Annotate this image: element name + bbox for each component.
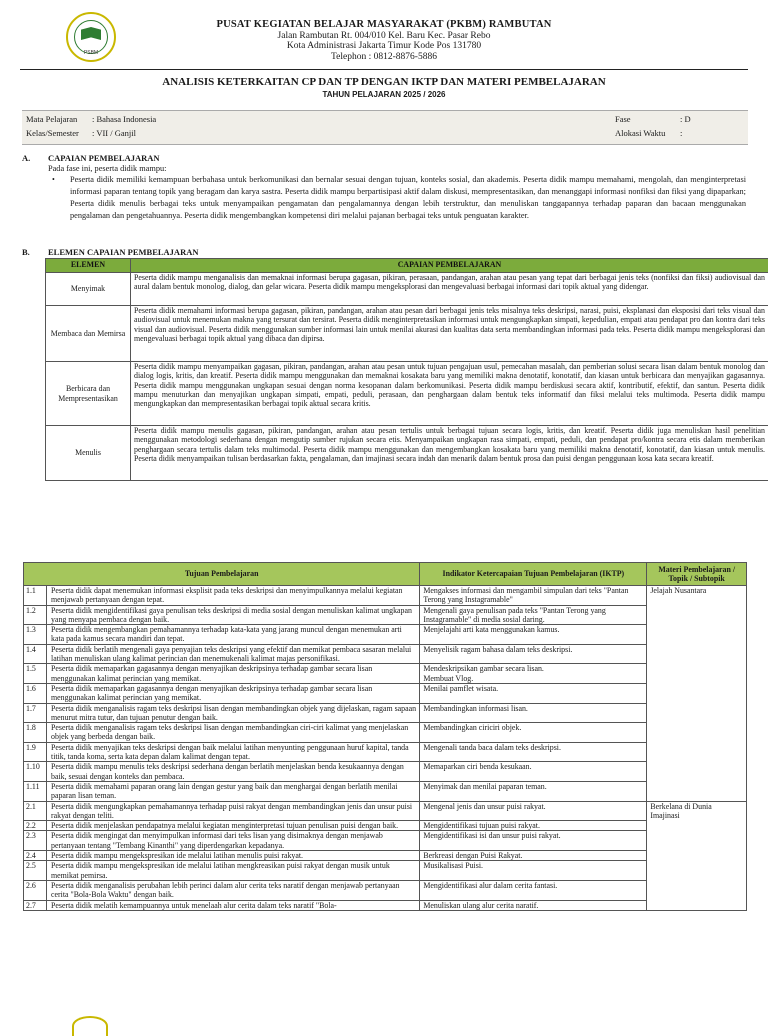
col-iktp: Indikator Ketercapaian Tujuan Pembelajaran (IKTP) [420, 563, 647, 586]
tp-text: Peserta didik mampu mengekspresikan ide melalui latihan menulis puisi rakyat. [47, 851, 420, 861]
iktp-text: Mengidentifikasi alur dalam cerita fantasi. [420, 880, 647, 900]
table-row [24, 900, 747, 910]
tp-number: 1.5 [24, 664, 47, 684]
table-row [24, 880, 747, 900]
tp-iktp-table [23, 562, 747, 911]
tp-number: 1.11 [24, 781, 47, 801]
section-a-label: A. [22, 153, 30, 163]
section-b-label: B. [22, 247, 30, 257]
tp-text: Peserta didik mampu menulis teks deskripsi sederhana dengan berlatih menjelaskan benda kesukaannya dengan baik, sesuai dengan konteks dan pembaca. [47, 762, 420, 782]
org-name: PUSAT KEGIATAN BELAJAR MASYARAKAT (PKBM) RAMBUTAN [0, 20, 768, 31]
table-row [24, 683, 747, 703]
table-row [24, 762, 747, 782]
table-row [24, 664, 747, 684]
tp-number: 2.4 [24, 851, 47, 861]
tp-number: 1.1 [24, 586, 47, 606]
elemen-name: Menyimak [46, 273, 131, 306]
materi-topic: Berkelana di Dunia Imajinasi [647, 801, 747, 910]
footer-logo [72, 1016, 108, 1036]
tp-text: Peserta didik menganalisis ragam teks deskripsi lisan dengan membandingkan ciri-ciri kalimat yang menjelaskan objek yang berbeda dengan baik. [47, 723, 420, 743]
table-row [24, 723, 747, 743]
table-row [24, 831, 747, 851]
iktp-text: Mendeskripsikan gambar secara lisan. Membuat Vlog. [420, 664, 647, 684]
address-line-1: Jalan Rambutan Rt. 004/010 Kel. Baru Kec. Pasar Rebo [0, 31, 768, 42]
fase-value: : D [680, 114, 691, 124]
iktp-text: Mengenali gaya penulisan pada teks "Pantan Terong yang Instagramable" di media sosial daring. [420, 605, 647, 625]
tp-text: Peserta didik mengungkapkan pemahamannya terhadap puisi rakyat dengan membandingkan jenis dan unsur puisi rakyat dengan teliti. [47, 801, 420, 821]
tp-text: Peserta didik menjelaskan pendapatnya melalui kegiatan menginterpretasi tujuan penulisan puisi dengan baik. [47, 821, 420, 831]
iktp-text: Membandingkan informasi lisan. [420, 703, 647, 723]
tp-text: Peserta didik memaparkan gagasannya dengan menyajikan deskripsinya terhadap gambar secara lisan menggunakan kalimat perincian yang memikat. [47, 683, 420, 703]
elemen-cp: Peserta didik mampu menulis gagasan, pikiran, pandangan, arahan atau pesan tertulis untuk berbagai tujuan secara logis, kritis, dan kreatif. Peserta didik juga menuliskan hasil penelitian menggunakan metodologi sederhana dengan mengutip sumber rujukan secara etis. Menyampaikan ungkapan rasa simpati, empati, peduli, dan pendapat pro/kontra secara etis dalam memberikan penghargaan secara tertulis dalam teks multimodal. Peserta didik mampu menggunakan dan mengembangkan kosakata baru yang memiliki makna denotatif, konotatif, dan kiasan untuk menulis. Peserta didik menyampaikan tulisan berdasarkan fakta, pengalaman, dan imajinasi secara indah dan menarik dalam bentuk prosa dan puisi dengan penggunaan kosa kata secara kreatif. [131, 426, 768, 481]
col-tujuan: Tujuan Pembelajaran [24, 563, 420, 586]
table-row [24, 821, 747, 831]
elemen-row [46, 306, 768, 362]
iktp-text: Musikalisasi Puisi. [420, 861, 647, 881]
table-row [24, 605, 747, 625]
materi-topic: Jelajah Nusantara [647, 586, 747, 802]
iktp-text: Menjelajahi arti kata menggunakan kamus. [420, 625, 647, 645]
table-row [24, 801, 747, 821]
table-row [24, 781, 747, 801]
tp-text: Peserta didik mengembangkan pemahamannya terhadap kata-kata yang jarang muncul dengan menemukan arti kata pada kamus secara mandiri dan tepat. [47, 625, 420, 645]
tp-text: Peserta didik mengingat dan menyimpulkan informasi dari teks lisan yang disimaknya dengan menjawab pertanyaan tentang "Tembang Kinanthi" yang diperdengarkan kepadanya. [47, 831, 420, 851]
letterhead [0, 0, 768, 70]
iktp-text: Menuliskan ulang alur cerita naratif. [420, 900, 647, 910]
elemen-cp: Peserta didik mampu menyampaikan gagasan, pikiran, pandangan, arahan atau pesan untuk tujuan pengajuan usul, pemecahan masalah, dan pemberian solusi secara lisan dalam bentuk monolog dan dialog logis, kritis, dan kreatif. Peserta didik mampu menggunakan dan memaknai kosakata baru yang memiliki makna denotatif, konotatif, dan kiasan untuk berbicara dan menyajikan gagasannya. Peserta didik mampu menggunakan ungkapan sesuai dengan norma kesopanan dalam berkomunikasi. Peserta didik mampu berdiskusi secara aktif, kontributif, efektif, dan santun. Peserta didik mampu menuturkan dan menyajikan ungkapan simpati, empati, peduli, perasaan, dan penghargaan dalam bentuk teks informatif dan fiksi melalui teks multimoda. Peserta didik mampu mengungkapkan dan mempresentasikan berbagai topik aktual secara kritis. [131, 362, 768, 426]
iktp-text: Membandingkan ciriciri objek. [420, 723, 647, 743]
iktp-text: Mengenali tanda baca dalam teks deskripsi. [420, 742, 647, 762]
logo-text: PSBM [68, 50, 114, 56]
elemen-cp: Peserta didik mampu menganalisis dan memaknai informasi berupa gagasan, pikiran, perasaan, pandangan, arahan atau pesan yang tepat dari berbagai jenis teks (nonfiksi dan fiksi) audiovisual dan aural dalam bentuk monolog, dialog, dan gelar wicara. Peserta didik mampu mengeksplorasi dan mengevaluasi berbagai informasi dari topik aktual yang didengar. [131, 273, 768, 306]
tp-number: 1.10 [24, 762, 47, 782]
tp-number: 1.3 [24, 625, 47, 645]
iktp-text: Menilai pamflet wisata. [420, 683, 647, 703]
tp-text: Peserta didik melatih kemampuannya untuk menelaah alur cerita dalam teks naratif "Bola- [47, 900, 420, 910]
mapel-value: : Bahasa Indonesia [92, 114, 156, 124]
elemen-name: Berbicara dan Mempresentasikan [46, 362, 131, 426]
tp-text: Peserta didik mengidentifikasi gaya penulisan teks deskripsi di media sosial dengan menuliskan kalimat ungkapan yang menyapa pembaca dengan baik. [47, 605, 420, 625]
section-b-title: ELEMEN CAPAIAN PEMBELAJARAN [48, 247, 199, 257]
subject-info-box [22, 110, 748, 145]
tp-text: Peserta didik memaparkan gagasannya dengan menyajikan deskripsinya terhadap gambar secara lisan menggunakan kalimat perincian yang memikat. [47, 664, 420, 684]
phone-line: Telephon : 0812-8876-5886 [0, 52, 768, 63]
kelas-value: : VII / Ganjil [92, 128, 136, 138]
tp-number: 1.7 [24, 703, 47, 723]
tp-text: Peserta didik mampu mengekspresikan ide melalui latihan mengkreasikan puisi rakyat dengan musik untuk memikat pemirsa. [47, 861, 420, 881]
table-row [24, 861, 747, 881]
iktp-text: Menyimak dan menilai paparan teman. [420, 781, 647, 801]
table-row [24, 703, 747, 723]
tp-number: 2.3 [24, 831, 47, 851]
iktp-text: Mengakses informasi dan mengambil simpulan dari teks "Pantan Terong yang Instagramable" [420, 586, 647, 606]
kelas-label: Kelas/Semester [26, 128, 79, 138]
tp-number: 1.4 [24, 644, 47, 664]
iktp-text: Memaparkan ciri benda kesukaan. [420, 762, 647, 782]
bullet-icon: • [52, 175, 55, 184]
elemen-row [46, 273, 768, 306]
section-a-title: CAPAIAN PEMBELAJARAN [48, 153, 160, 163]
elemen-row [46, 362, 768, 426]
tp-number: 1.2 [24, 605, 47, 625]
tp-number: 2.1 [24, 801, 47, 821]
table-row [24, 586, 747, 606]
alokasi-value: : [680, 128, 682, 138]
col-cp: CAPAIAN PEMBELAJARAN [131, 259, 768, 273]
tp-number: 1.8 [24, 723, 47, 743]
table-row [24, 644, 747, 664]
elemen-name: Membaca dan Memirsa [46, 306, 131, 362]
iktp-text: Berkreasi dengan Puisi Rakyat. [420, 851, 647, 861]
tp-text: Peserta didik dapat menemukan informasi eksplisit pada teks deskripsi dan menyimpulkannya melalui kegiatan menjawab pertanyaan dengan tepat. [47, 586, 420, 606]
elemen-cp-table [45, 258, 768, 481]
table-row [24, 851, 747, 861]
tp-text: Peserta didik menganalisis ragam teks deskripsi lisan dengan membandingkan objek yang dijelaskan, ragam sapaan menurut mitra tutur, dan tujuan penutur dengan baik. [47, 703, 420, 723]
tp-text: Peserta didik menganalisis perubahan lebih perinci dalam alur cerita teks naratif dengan menjawab pertanyaan cerita "Bola-Bola Waktu" dengan baik. [47, 880, 420, 900]
tp-text: Peserta didik memahami paparan orang lain dengan gestur yang baik dan menghargai dengan berlatih menilai paparan lisan teman. [47, 781, 420, 801]
mapel-label: Mata Pelajaran [26, 114, 77, 124]
tp-number: 2.5 [24, 861, 47, 881]
tp-number: 1.9 [24, 742, 47, 762]
tp-number: 2.7 [24, 900, 47, 910]
document-subtitle: TAHUN PELAJARAN 2025 / 2026 [0, 90, 768, 99]
elemen-cp: Peserta didik memahami informasi berupa gagasan, pikiran, pandangan, arahan atau pesan dari berbagai jenis teks misalnya teks deskripsi, narasi, puisi, eksplanasi dan eksposisi dari teks visual dan audiovisual untuk menemukan makna yang tersurat dan tersirat. Peserta didik menginterpretasikan informasi untuk mengungkapkan simpati, kepedulian, empati atau pendapat pro dan kontra dari teks visual dan audiovisual. Peserta didik menggunakan sumber informasi lain untuk menilai akurasi dan kualitas data serta membandingkan informasi pada teks. Peserta didik mampu mengeksplorasi dan mengevaluasi berbagai topik aktual yang dibaca dan dipirsa. [131, 306, 768, 362]
table-row [24, 625, 747, 645]
cp-paragraph: Peserta didik memiliki kemampuan berbahasa untuk berkomunikasi dan bernalar sesuai dengan tujuan, konteks sosial, dan akademis. Peserta didik mampu memahami, mengolah, dan menginterpretasi informasi paparan tentang topik yang beragam dan karya sastra. Peserta didik mampu berpartisipasi aktif dalam diskusi, mempresentasikan, dan menanggapi informasi nonfiksi dan fiksi yang dipaparkan; Peserta didik menulis berbagai teks untuk menyampaikan pengamatan dan pengalamannya dengan lebih terstruktur, dan menuliskan tanggapannya terhadap paparan dan bacaan menggunakan pengalaman dan pengetahuannya. Peserta didik mengembangkan kompetensi diri melalui pajanan berbagai teks untuk penguatan karakter. [70, 174, 746, 222]
alokasi-label: Alokasi Waktu [615, 128, 665, 138]
elemen-name: Menulis [46, 426, 131, 481]
section-a-intro: Pada fase ini, peserta didik mampu: [48, 163, 166, 175]
tp-text: Peserta didik berlatih mengenali gaya penyajian teks deskripsi yang efektif dan memikat pembaca sasaran melalui latihan menuliskan ulang kalimat perincian dan menemukenali kalimat majas personifikasi. [47, 644, 420, 664]
tp-number: 2.6 [24, 880, 47, 900]
table-row [24, 742, 747, 762]
iktp-text: Mengenal jenis dan unsur puisi rakyat. [420, 801, 647, 821]
address-line-2: Kota Administrasi Jakarta Timur Kode Pos 131780 [0, 41, 768, 52]
iktp-text: Menyelisik ragam bahasa dalam teks deskripsi. [420, 644, 647, 664]
col-materi: Materi Pembelajaran / Topik / Subtopik [647, 563, 747, 586]
tp-text: Peserta didik menyajikan teks deskripsi dengan baik melalui latihan menyunting penggunaan huruf kapital, tanda titik, tanda koma, serta kata depan dalam kalimat dengan tepat. [47, 742, 420, 762]
elemen-row [46, 426, 768, 481]
iktp-text: Mengidentifikasi tujuan puisi rakyat. [420, 821, 647, 831]
header-divider [20, 69, 748, 70]
tp-number: 1.6 [24, 683, 47, 703]
col-elemen: ELEMEN [46, 259, 131, 273]
tp-number: 2.2 [24, 821, 47, 831]
fase-label: Fase [615, 114, 631, 124]
document-title: ANALISIS KETERKAITAN CP DAN TP DENGAN IKTP DAN MATERI PEMBELAJARAN [0, 76, 768, 88]
iktp-text: Mengidentifikasi isi dan unsur puisi rakyat. [420, 831, 647, 851]
